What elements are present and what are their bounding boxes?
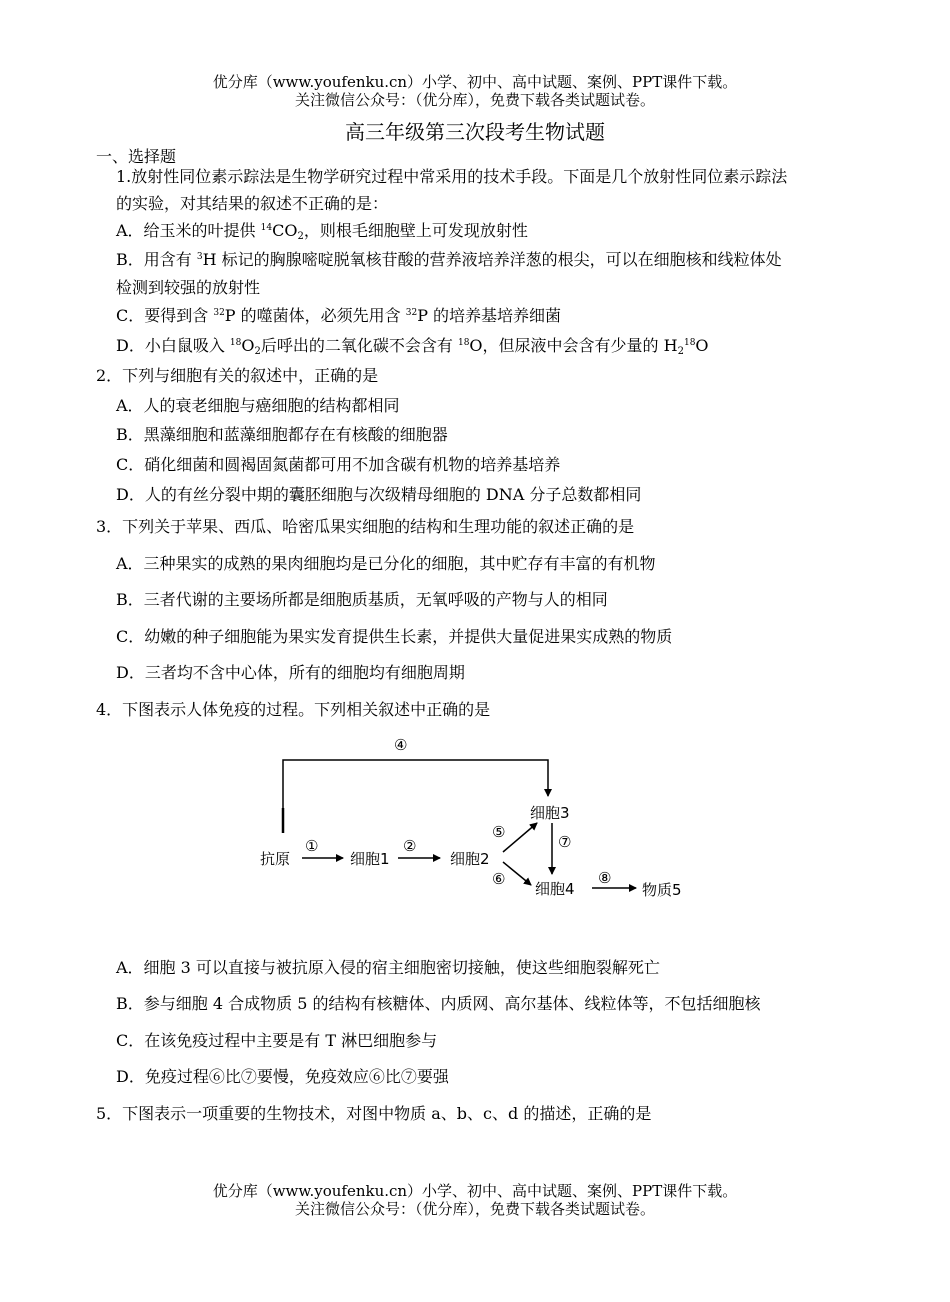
page-title: 高三年级第三次段考生物试题	[345, 120, 605, 144]
q5-stem: 5．下图表示一项重要的生物技术，对图中物质 a、b、c、d 的描述，正确的是	[96, 1104, 652, 1123]
q2-option-d: D．人的有丝分裂中期的囊胚细胞与次级精母细胞的 DNA 分子总数都相同	[116, 485, 642, 504]
label-7: ⑦	[558, 833, 572, 851]
node-cell2: 细胞2	[450, 850, 490, 868]
footer-line-1: 优分库（www.youfenku.cn）小学、初中、高中试题、案例、PPT课件下载。	[212, 1182, 738, 1200]
header-line-1: 优分库（www.youfenku.cn）小学、初中、高中试题、案例、PPT课件下载。	[212, 73, 738, 91]
node-antigen: 抗原	[260, 850, 291, 868]
q2-option-a: A．人的衰老细胞与癌细胞的结构都相同	[116, 396, 400, 415]
node-cell3: 细胞3	[530, 804, 570, 822]
q1-option-d: D．小白鼠吸入 $^{18}O_2$后呼出的二氧化碳不会含有 $^{18}$O，但尿液中会含有少量的 $H_2^{18}O$	[116, 336, 709, 357]
q1-option-c: C．要得到含 $^{32}$P 的噬菌体，必须先用含 $^{32}$P 的培养基培养细菌	[116, 306, 562, 325]
q2-option-c: C．硝化细菌和圆褐固氮菌都可用不加含碳有机物的培养基培养	[116, 455, 561, 474]
q4-stem: 4．下图表示人体免疫的过程。下列相关叙述中正确的是	[96, 700, 491, 719]
q1-stem-line1: 1.放射性同位素示踪法是生物学研究过程中常采用的技术手段。下面是几个放射性同位素示踪法	[116, 167, 788, 186]
arrow-5	[503, 823, 537, 852]
q2-option-b: B．黑藻细胞和蓝藻细胞都存在有核酸的细胞器	[116, 425, 448, 444]
q3-option-b: B．三者代谢的主要场所都是细胞质基质，无氧呼吸的产物与人的相同	[116, 590, 608, 609]
q1-option-b: B．用含有 $^3$H 标记的胸腺嘧啶脱氧核苷酸的营养液培养洋葱的根尖，可以在细胞核和线粒体处	[116, 250, 782, 269]
q4-option-a: A．细胞 3 可以直接与被抗原入侵的宿主细胞密切接触，使这些细胞裂解死亡	[116, 958, 660, 977]
q1-stem-line2: 的实验，对其结果的叙述不正确的是：	[116, 194, 389, 213]
label-6: ⑥	[492, 870, 506, 888]
q1-option-b-line2: 检测到较强的放射性	[116, 278, 261, 297]
label-8: ⑧	[598, 869, 612, 887]
q4-option-b: B．参与细胞 4 合成物质 5 的结构有核糖体、内质网、高尔基体、线粒体等，不包括细胞核	[116, 994, 761, 1013]
arrow-4	[283, 760, 548, 833]
q3-stem: 3．下列关于苹果、西瓜、哈密瓜果实细胞的结构和生理功能的叙述正确的是	[96, 517, 635, 536]
node-cell1: 细胞1	[350, 850, 390, 868]
q2-stem: 2．下列与细胞有关的叙述中，正确的是	[96, 366, 379, 385]
section-heading: 一、选择题	[96, 147, 177, 166]
node-substance5: 物质5	[642, 881, 682, 899]
label-5: ⑤	[492, 823, 506, 841]
q3-option-d: D．三者均不含中心体，所有的细胞均有细胞周期	[116, 663, 465, 682]
q4-option-c: C．在该免疫过程中主要是有 T 淋巴细胞参与	[116, 1031, 438, 1050]
q4-option-d: D．免疫过程⑥比⑦要慢，免疫效应⑥比⑦要强	[116, 1067, 449, 1086]
footer-line-2: 关注微信公众号：（优分库），免费下载各类试题试卷。	[294, 1200, 655, 1218]
label-2: ②	[403, 837, 417, 855]
q1-option-a: A．给玉米的叶提供 $^{14}CO_2$，则根毛细胞壁上可发现放射性	[116, 221, 528, 242]
node-cell4: 细胞4	[535, 880, 575, 898]
q3-option-c: C．幼嫩的种子细胞能为果实发育提供生长素，并提供大量促进果实成熟的物质	[116, 627, 673, 646]
header-line-2: 关注微信公众号：（优分库），免费下载各类试题试卷。	[294, 91, 655, 109]
arrow-6	[503, 862, 531, 885]
q3-option-a: A．三种果实的成熟的果肉细胞均是已分化的细胞，其中贮存有丰富的有机物	[116, 554, 656, 573]
label-1: ①	[305, 837, 319, 855]
label-4: ④	[394, 736, 408, 754]
